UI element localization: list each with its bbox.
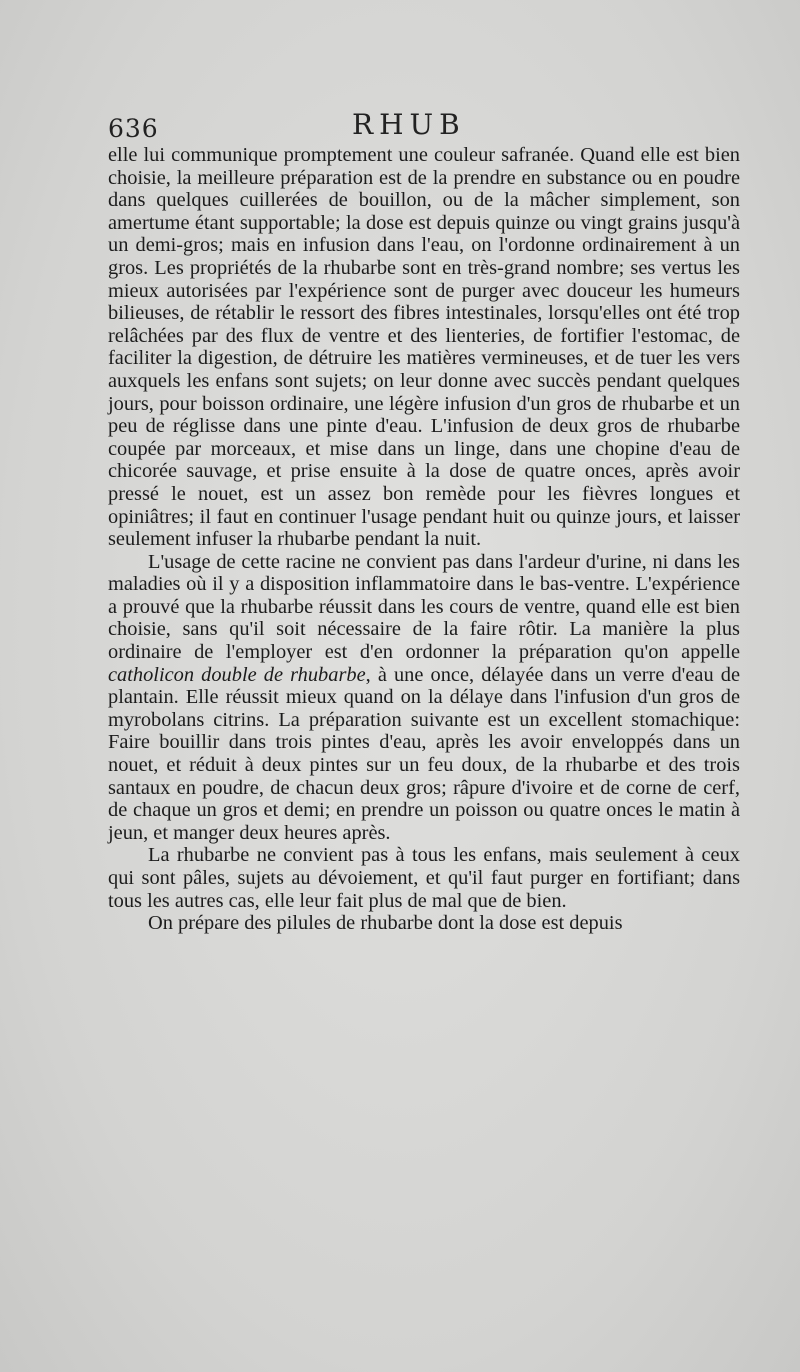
paragraph-4: On prépare des pilules de rhubarbe dont la dose est depuis [148,912,623,935]
paragraph-2 [108,551,740,845]
paragraph-2-italic-term: catholicon double de rhubarbe [108,663,366,686]
body-text [108,144,740,935]
paragraph-2-text-end: , à une once, délayée dans un verre d'eau de plantain. Elle réussit mieux quand on la délaye dans l'infusion d'un gros de myrobolans citrins. La préparation suivante est un excellent stomachique: Faire bouillir dans trois pintes d'eau, après les avoir enveloppés dans un nouet, et réduit à deux pintes sur un feu doux, de la rhubarbe et des trois santaux en poudre, de chacun deux gros; râpure d'ivoire et de corne de cerf, de chaque un gros et demi; en prendre un poisson ou quatre onces le matin à jeun, et manger deux heures après. [108,663,740,844]
page-header [108,108,748,148]
paragraph-3: La rhubarbe ne convient pas à tous les enfans, mais seulement à ceux qui sont pâles, sujets au dévoiement, et qu'il faut purger en fortifiant; dans tous les autres cas, elle leur fait plus de mal que de bien. [108,844,740,912]
paragraph-1: elle lui communique promptement une couleur safranée. Quand elle est bien choisie, la meilleure préparation est de la prendre en substance ou en poudre dans quelques cuillerées de bouillon, ou de la mâcher simplement, son amertume étant supportable; la dose est depuis quinze ou vingt grains jusqu'à un demi-gros; mais en infusion dans l'eau, on l'ordonne ordinairement à un gros. Les propriétés de la rhubarbe sont en très-grand nombre; ses vertus les mieux autorisées par l'expérience sont de purger avec douceur les humeurs bilieuses, de rétablir le ressort des fibres intestinales, lorsqu'elles ont été trop relâchées par des flux de ventre et des lienteries, de fortifier l'estomac, de faciliter la digestion, de détruire les matières vermineuses, et de tuer les vers auxquels les enfans sont sujets; on leur donne avec succès pendant quelques jours, pour boisson ordinaire, une légère infusion d'un gros de rhubarbe et un peu de réglisse dans une pinte d'eau. L'infusion de deux gros de rhubarbe coupée par morceaux, et mise dans un linge, dans une chopine d'eau de chicorée sauvage, et prise ensuite à la dose de quatre onces, après avoir pressé le nouet, est un assez bon remède pour les fièvres longues et opiniâtres; il faut en continuer l'usage pendant huit ou quinze jours, et laisser seulement infuser la rhubarbe pendant la nuit. [108,144,740,551]
paragraph-2-text-start: L'usage de cette racine ne convient pas dans l'ardeur d'urine, ni dans les maladies où il y a disposition inflammatoire dans le bas-ventre. L'expérience a prouvé que la rhubarbe réussit dans les cours de ventre, quand elle est bien choisie, sans qu'il soit nécessaire de la faire rôtir. La manière la plus ordinaire de l'employer est d'en ordonner la préparation qu'on appelle [108,550,740,664]
page-number: 636 [108,114,159,143]
running-head: RHUB [352,108,466,141]
